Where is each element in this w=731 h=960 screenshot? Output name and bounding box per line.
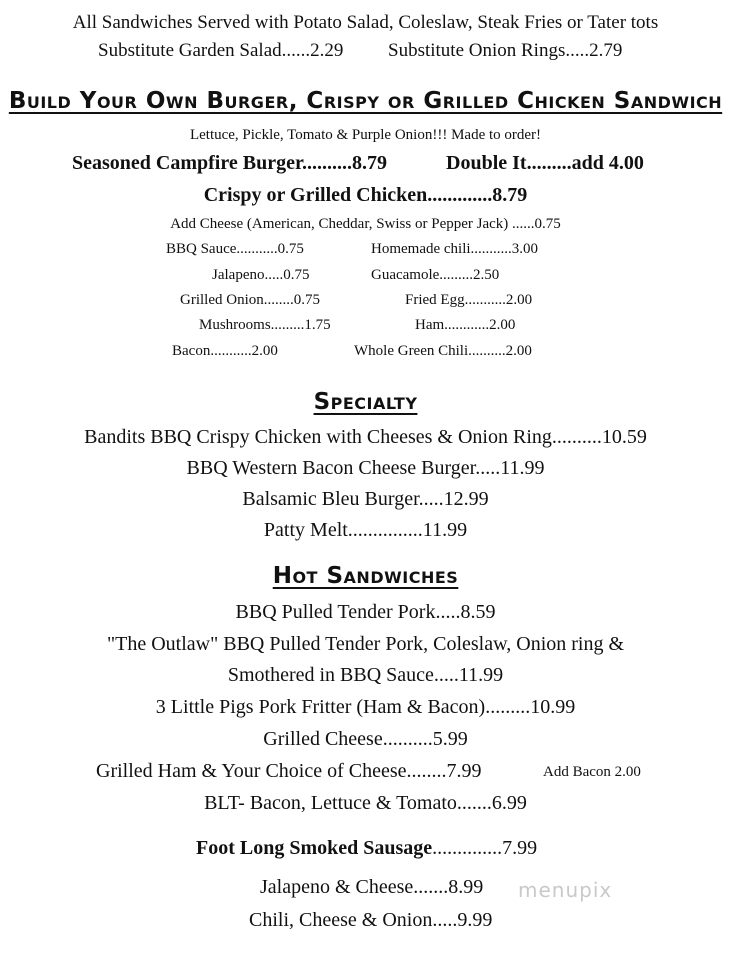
sides-note: All Sandwiches Served with Potato Salad, Coleslaw, Steak Fries or Tater tots xyxy=(72,12,659,33)
menu-item: 3 Little Pigs Pork Fritter (Ham & Bacon).........10.99 xyxy=(155,696,576,718)
double-it: Double It.........add 4.00 xyxy=(446,152,644,174)
menu-item: BBQ Western Bacon Cheese Burger.....11.99 xyxy=(186,457,545,479)
add-bacon-note: Add Bacon 2.00 xyxy=(543,764,641,780)
addon-left: Bacon...........2.00 xyxy=(172,343,278,359)
menu-item: BLT- Bacon, Lettuce & Tomato.......6.99 xyxy=(204,792,527,814)
menu-item: Chili, Cheese & Onion.....9.99 xyxy=(249,909,493,931)
menu-item: "The Outlaw" BBQ Pulled Tender Pork, Coleslaw, Onion ring & xyxy=(106,633,625,655)
addon-right: Whole Green Chili..........2.00 xyxy=(354,343,532,359)
foot-long-sausage xyxy=(196,837,537,860)
specialty-heading: Specialty xyxy=(313,389,418,415)
addon-left: Mushrooms.........1.75 xyxy=(199,317,331,333)
menu-item: Grilled Cheese..........5.99 xyxy=(263,728,468,750)
watermark: menupix xyxy=(518,878,613,902)
addon-left: Grilled Onion........0.75 xyxy=(180,292,320,308)
addon-right: Ham............2.00 xyxy=(415,317,516,333)
foot-long-sausage-name: Foot Long Smoked Sausage xyxy=(196,837,433,859)
menu-item: Jalapeno & Cheese.......8.99 xyxy=(260,876,484,898)
menu-item: Patty Melt...............11.99 xyxy=(263,519,468,541)
substitute-garden-salad: Substitute Garden Salad......2.29 xyxy=(98,40,344,61)
addon-left: Jalapeno.....0.75 xyxy=(212,267,310,283)
foot-long-sausage-price: ..............7.99 xyxy=(432,837,538,859)
menu-item: Grilled Ham & Your Choice of Cheese........7.99 xyxy=(96,760,482,782)
menu-item: Balsamic Bleu Burger.....12.99 xyxy=(242,488,489,510)
toppings-note: Lettuce, Pickle, Tomato & Purple Onion!!! Made to order! xyxy=(189,127,542,143)
crispy-grilled-chicken: Crispy or Grilled Chicken.............8.79 xyxy=(203,184,528,206)
addon-right: Guacamole.........2.50 xyxy=(371,267,500,283)
menu-item: Smothered in BBQ Sauce.....11.99 xyxy=(227,664,504,686)
menu-item: BBQ Pulled Tender Pork.....8.59 xyxy=(235,601,496,623)
addon-right: Fried Egg...........2.00 xyxy=(405,292,533,308)
build-your-own-heading: Build Your Own Burger, Crispy or Grilled Chicken Sandwich xyxy=(8,88,723,114)
menu-item: Bandits BBQ Crispy Chicken with Cheeses & Onion Ring..........10.59 xyxy=(84,426,647,448)
substitute-onion-rings: Substitute Onion Rings.....2.79 xyxy=(388,40,623,61)
add-cheese: Add Cheese (American, Cheddar, Swiss or Pepper Jack) ......0.75 xyxy=(170,216,561,232)
addon-right: Homemade chili...........3.00 xyxy=(371,241,539,257)
campfire-burger: Seasoned Campfire Burger..........8.79 xyxy=(72,152,387,174)
hot-sandwiches-heading: Hot Sandwiches xyxy=(272,563,459,589)
addon-left: BBQ Sauce...........0.75 xyxy=(166,241,304,257)
